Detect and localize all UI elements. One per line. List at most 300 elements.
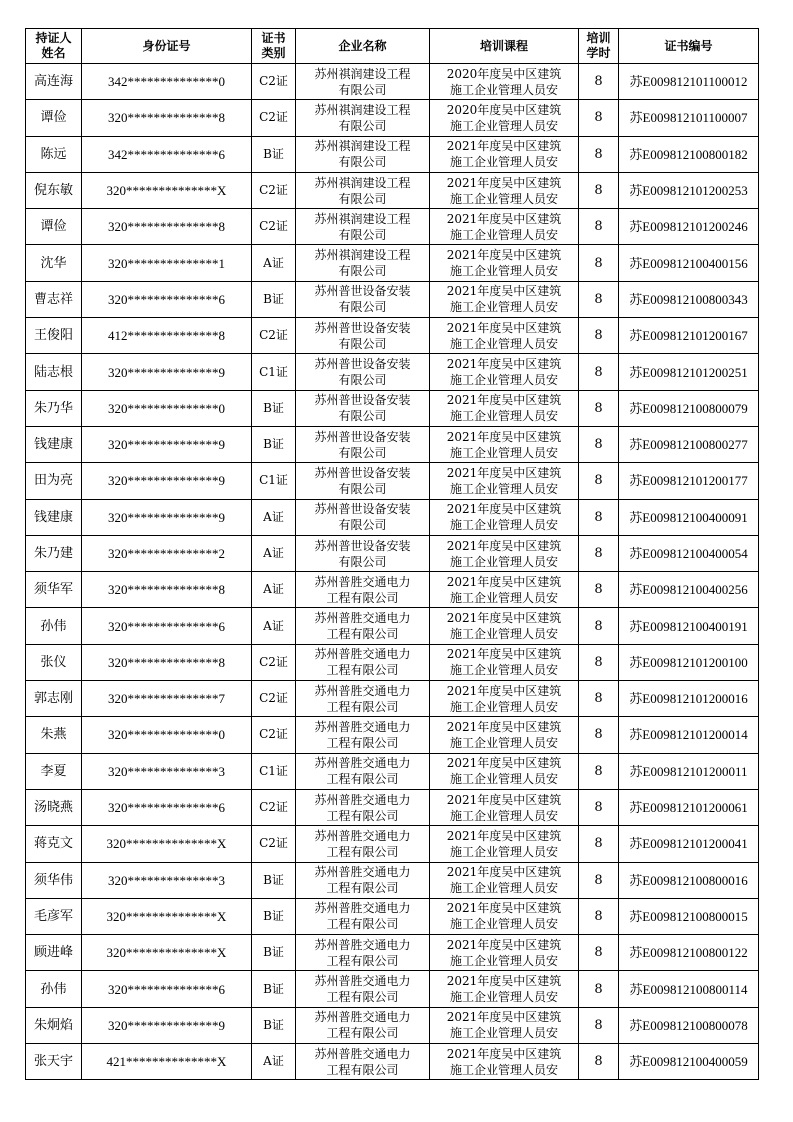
course-line: 施工企业管理人员安 (449, 373, 558, 388)
company-line: 工程有限公司 (326, 917, 399, 932)
training-hours-cell: 8 (579, 136, 619, 172)
course-line: 2021年度吴中区建筑 (446, 502, 562, 517)
course-line: 2021年度吴中区建筑 (446, 139, 562, 154)
company-cell (296, 789, 430, 825)
training-hours-cell: 8 (579, 971, 619, 1007)
cert-type-cell: A证 (252, 535, 296, 571)
id-number-cell: 320**************0 (82, 390, 252, 426)
id-number-cell: 412**************8 (82, 318, 252, 354)
training-hours-cell: 8 (579, 64, 619, 100)
cert-number-cell: 苏E009812101100007 (619, 100, 759, 136)
course-cell (430, 826, 579, 862)
table-row (26, 245, 759, 281)
training-hours-cell: 8 (579, 209, 619, 245)
table-row (26, 681, 759, 717)
cert-number-cell: 苏E009812100400256 (619, 572, 759, 608)
cert-number-cell: 苏E009812100400091 (619, 499, 759, 535)
cert-type-cell: C2证 (252, 681, 296, 717)
header-cert-type-line2: 类别 (261, 46, 286, 60)
company-line: 有限公司 (338, 554, 387, 569)
id-number-cell: 320**************X (82, 172, 252, 208)
cert-number-cell: 苏E009812101200014 (619, 717, 759, 753)
company-line: 工程有限公司 (326, 772, 399, 787)
course-cell (430, 499, 579, 535)
header-course: 培训课程 (430, 29, 579, 64)
company-line: 工程有限公司 (326, 1026, 399, 1041)
course-cell (430, 535, 579, 571)
table-row (26, 1007, 759, 1043)
company-line: 苏州祺润建设工程 (314, 102, 411, 117)
holder-name-cell: 王俊阳 (26, 318, 82, 354)
company-line: 苏州普胜交通电力 (314, 683, 411, 698)
company-line: 苏州普胜交通电力 (314, 901, 411, 916)
company-line: 工程有限公司 (326, 627, 399, 642)
company-cell (296, 245, 430, 281)
table-row (26, 100, 759, 136)
company-cell (296, 281, 430, 317)
table-row (26, 64, 759, 100)
cert-type-cell: B证 (252, 935, 296, 971)
table-row (26, 608, 759, 644)
holder-name-cell: 汤晓燕 (26, 789, 82, 825)
company-line: 苏州普世设备安装 (314, 357, 411, 372)
company-cell (296, 608, 430, 644)
holder-name-cell: 高连海 (26, 64, 82, 100)
course-line: 施工企业管理人员安 (449, 300, 558, 315)
company-line: 工程有限公司 (326, 735, 399, 750)
course-line: 施工企业管理人员安 (449, 990, 558, 1005)
course-line: 施工企业管理人员安 (449, 155, 558, 170)
training-hours-cell: 8 (579, 826, 619, 862)
cert-type-cell: A证 (252, 1044, 296, 1080)
holder-name-cell: 须华军 (26, 572, 82, 608)
table-row (26, 862, 759, 898)
company-cell (296, 64, 430, 100)
training-hours-cell: 8 (579, 1007, 619, 1043)
table-row (26, 426, 759, 462)
course-line: 2021年度吴中区建筑 (446, 683, 562, 698)
course-line: 2021年度吴中区建筑 (446, 719, 562, 734)
cert-type-cell: A证 (252, 608, 296, 644)
company-line: 苏州普世设备安装 (314, 429, 411, 444)
course-line: 2021年度吴中区建筑 (446, 611, 562, 626)
cert-type-cell: C1证 (252, 354, 296, 390)
company-cell (296, 935, 430, 971)
cert-number-cell: 苏E009812100800277 (619, 426, 759, 462)
course-line: 2021年度吴中区建筑 (446, 1046, 562, 1061)
company-line: 苏州普胜交通电力 (314, 756, 411, 771)
id-number-cell: 342**************0 (82, 64, 252, 100)
company-line: 有限公司 (338, 155, 387, 170)
cert-number-cell: 苏E009812100800114 (619, 971, 759, 1007)
id-number-cell: 320**************6 (82, 608, 252, 644)
table-row (26, 826, 759, 862)
id-number-cell: 320**************8 (82, 100, 252, 136)
company-cell (296, 572, 430, 608)
cert-type-cell: A证 (252, 245, 296, 281)
company-line: 有限公司 (338, 82, 387, 97)
id-number-cell: 320**************3 (82, 862, 252, 898)
company-line: 苏州祺润建设工程 (314, 66, 411, 81)
cert-type-cell: C2证 (252, 172, 296, 208)
company-line: 苏州普胜交通电力 (314, 574, 411, 589)
cert-number-cell: 苏E009812100800182 (619, 136, 759, 172)
table-row (26, 499, 759, 535)
company-line: 有限公司 (338, 227, 387, 242)
course-cell (430, 717, 579, 753)
course-line: 2021年度吴中区建筑 (446, 974, 562, 989)
course-line: 施工企业管理人员安 (449, 336, 558, 351)
course-line: 施工企业管理人员安 (449, 1026, 558, 1041)
holder-name-cell: 张天宇 (26, 1044, 82, 1080)
id-number-cell: 320**************9 (82, 354, 252, 390)
holder-name-cell: 朱燕 (26, 717, 82, 753)
company-cell (296, 354, 430, 390)
course-line: 2020年度吴中区建筑 (446, 66, 562, 81)
course-line: 施工企业管理人员安 (449, 1062, 558, 1077)
cert-type-cell: B证 (252, 390, 296, 426)
id-number-cell: 342**************6 (82, 136, 252, 172)
company-line: 苏州普胜交通电力 (314, 937, 411, 952)
company-line: 工程有限公司 (326, 881, 399, 896)
company-line: 苏州普世设备安装 (314, 502, 411, 517)
cert-type-cell: C2证 (252, 209, 296, 245)
header-holder-name-line2: 姓名 (41, 46, 66, 60)
training-hours-cell: 8 (579, 644, 619, 680)
cert-type-cell: C1证 (252, 753, 296, 789)
cert-type-cell: B证 (252, 136, 296, 172)
cert-type-cell: A证 (252, 499, 296, 535)
table-row (26, 318, 759, 354)
company-cell (296, 390, 430, 426)
cert-number-cell: 苏E009812100400191 (619, 608, 759, 644)
cert-type-cell: C2证 (252, 789, 296, 825)
company-cell (296, 209, 430, 245)
course-line: 2021年度吴中区建筑 (446, 756, 562, 771)
training-hours-cell: 8 (579, 608, 619, 644)
cert-number-cell: 苏E009812100400059 (619, 1044, 759, 1080)
company-cell (296, 136, 430, 172)
holder-name-cell: 曹志祥 (26, 281, 82, 317)
company-cell (296, 1007, 430, 1043)
course-cell (430, 1007, 579, 1043)
course-line: 2021年度吴中区建筑 (446, 538, 562, 553)
course-cell (430, 245, 579, 281)
header-holder-name-line1: 持证人 (35, 31, 72, 45)
course-line: 施工企业管理人员安 (449, 118, 558, 133)
id-number-cell: 320**************1 (82, 245, 252, 281)
company-line: 苏州普胜交通电力 (314, 1046, 411, 1061)
course-line: 2021年度吴中区建筑 (446, 175, 562, 190)
company-line: 苏州普世设备安装 (314, 538, 411, 553)
cert-type-cell: B证 (252, 281, 296, 317)
table-row (26, 354, 759, 390)
company-line: 工程有限公司 (326, 663, 399, 678)
company-cell (296, 826, 430, 862)
company-line: 工程有限公司 (326, 699, 399, 714)
id-number-cell: 320**************6 (82, 789, 252, 825)
company-line: 有限公司 (338, 336, 387, 351)
cert-number-cell: 苏E009812100800078 (619, 1007, 759, 1043)
course-line: 施工企业管理人员安 (449, 844, 558, 859)
header-hours-line2: 学时 (586, 46, 611, 60)
company-line: 苏州祺润建设工程 (314, 175, 411, 190)
course-cell (430, 426, 579, 462)
company-cell (296, 753, 430, 789)
holder-name-cell: 谭俭 (26, 209, 82, 245)
course-line: 2021年度吴中区建筑 (446, 574, 562, 589)
cert-number-cell: 苏E009812100800015 (619, 898, 759, 934)
table-row (26, 1044, 759, 1080)
training-hours-cell: 8 (579, 935, 619, 971)
table-row (26, 463, 759, 499)
company-line: 工程有限公司 (326, 953, 399, 968)
holder-name-cell: 朱乃华 (26, 390, 82, 426)
company-cell (296, 971, 430, 1007)
cert-number-cell: 苏E009812101100012 (619, 64, 759, 100)
training-hours-cell: 8 (579, 463, 619, 499)
cert-number-cell: 苏E009812101200251 (619, 354, 759, 390)
company-line: 苏州普胜交通电力 (314, 647, 411, 662)
cert-type-cell: B证 (252, 898, 296, 934)
cert-type-cell: C2证 (252, 64, 296, 100)
cert-type-cell: C2证 (252, 717, 296, 753)
course-line: 施工企业管理人员安 (449, 699, 558, 714)
training-hours-cell: 8 (579, 572, 619, 608)
course-line: 2021年度吴中区建筑 (446, 865, 562, 880)
company-line: 有限公司 (338, 373, 387, 388)
company-line: 苏州普世设备安装 (314, 284, 411, 299)
header-hours-line1: 培训 (586, 31, 611, 45)
id-number-cell: 320**************9 (82, 499, 252, 535)
training-hours-cell: 8 (579, 753, 619, 789)
training-hours-cell: 8 (579, 100, 619, 136)
id-number-cell: 320**************X (82, 898, 252, 934)
id-number-cell: 320**************8 (82, 644, 252, 680)
company-line: 苏州普胜交通电力 (314, 828, 411, 843)
cert-type-cell: A证 (252, 572, 296, 608)
course-line: 2021年度吴中区建筑 (446, 1010, 562, 1025)
course-cell (430, 971, 579, 1007)
company-cell (296, 862, 430, 898)
table-row (26, 281, 759, 317)
holder-name-cell: 陈远 (26, 136, 82, 172)
holder-name-cell: 李夏 (26, 753, 82, 789)
course-line: 施工企业管理人员安 (449, 881, 558, 896)
table-row (26, 390, 759, 426)
certificate-list-sheet (25, 28, 758, 1080)
table-row (26, 572, 759, 608)
header-row (26, 29, 759, 64)
id-number-cell: 421**************X (82, 1044, 252, 1080)
course-line: 2020年度吴中区建筑 (446, 102, 562, 117)
holder-name-cell: 倪东敏 (26, 172, 82, 208)
company-cell (296, 717, 430, 753)
table-row (26, 172, 759, 208)
training-hours-cell: 8 (579, 535, 619, 571)
table-row (26, 935, 759, 971)
id-number-cell: 320**************2 (82, 535, 252, 571)
table-row (26, 898, 759, 934)
course-cell (430, 209, 579, 245)
cert-type-cell: C2证 (252, 318, 296, 354)
header-cert-type (252, 29, 296, 64)
company-line: 苏州祺润建设工程 (314, 248, 411, 263)
cert-number-cell: 苏E009812101200011 (619, 753, 759, 789)
holder-name-cell: 钱建康 (26, 426, 82, 462)
id-number-cell: 320**************X (82, 826, 252, 862)
cert-type-cell: C2证 (252, 826, 296, 862)
course-line: 施工企业管理人员安 (449, 590, 558, 605)
company-line: 苏州祺润建设工程 (314, 139, 411, 154)
id-number-cell: 320**************X (82, 935, 252, 971)
company-line: 有限公司 (338, 191, 387, 206)
course-line: 2021年度吴中区建筑 (446, 901, 562, 916)
course-line: 2021年度吴中区建筑 (446, 792, 562, 807)
course-line: 2021年度吴中区建筑 (446, 248, 562, 263)
course-line: 施工企业管理人员安 (449, 264, 558, 279)
id-number-cell: 320**************8 (82, 572, 252, 608)
cert-type-cell: B证 (252, 971, 296, 1007)
course-cell (430, 789, 579, 825)
course-line: 2021年度吴中区建筑 (446, 284, 562, 299)
company-line: 苏州普世设备安装 (314, 393, 411, 408)
course-cell (430, 354, 579, 390)
course-line: 2021年度吴中区建筑 (446, 429, 562, 444)
company-line: 工程有限公司 (326, 990, 399, 1005)
course-line: 2021年度吴中区建筑 (446, 937, 562, 952)
cert-number-cell: 苏E009812100800079 (619, 390, 759, 426)
company-line: 苏州普胜交通电力 (314, 611, 411, 626)
training-hours-cell: 8 (579, 898, 619, 934)
course-cell (430, 64, 579, 100)
cert-number-cell: 苏E009812101200100 (619, 644, 759, 680)
course-cell (430, 463, 579, 499)
course-line: 施工企业管理人员安 (449, 191, 558, 206)
training-hours-cell: 8 (579, 426, 619, 462)
company-line: 工程有限公司 (326, 590, 399, 605)
id-number-cell: 320**************9 (82, 426, 252, 462)
table-row (26, 971, 759, 1007)
holder-name-cell: 朱乃建 (26, 535, 82, 571)
course-cell (430, 136, 579, 172)
company-line: 工程有限公司 (326, 1062, 399, 1077)
training-hours-cell: 8 (579, 318, 619, 354)
course-line: 施工企业管理人员安 (449, 627, 558, 642)
company-line: 苏州普胜交通电力 (314, 865, 411, 880)
holder-name-cell: 郭志刚 (26, 681, 82, 717)
holder-name-cell: 谭俭 (26, 100, 82, 136)
company-line: 苏州普胜交通电力 (314, 1010, 411, 1025)
holder-name-cell: 张仪 (26, 644, 82, 680)
course-line: 施工企业管理人员安 (449, 917, 558, 932)
company-line: 有限公司 (338, 445, 387, 460)
holder-name-cell: 孙伟 (26, 971, 82, 1007)
cert-number-cell: 苏E009812100800016 (619, 862, 759, 898)
course-cell (430, 572, 579, 608)
course-line: 施工企业管理人员安 (449, 663, 558, 678)
header-cert-type-line1: 证书 (261, 31, 286, 45)
company-line: 有限公司 (338, 518, 387, 533)
course-line: 施工企业管理人员安 (449, 409, 558, 424)
course-line: 2021年度吴中区建筑 (446, 211, 562, 226)
company-line: 苏州普胜交通电力 (314, 792, 411, 807)
course-cell (430, 318, 579, 354)
header-id-number: 身份证号 (82, 29, 252, 64)
course-cell (430, 390, 579, 426)
course-cell (430, 100, 579, 136)
training-hours-cell: 8 (579, 717, 619, 753)
course-cell (430, 172, 579, 208)
course-line: 施工企业管理人员安 (449, 808, 558, 823)
company-cell (296, 172, 430, 208)
holder-name-cell: 钱建康 (26, 499, 82, 535)
cert-number-cell: 苏E009812100800343 (619, 281, 759, 317)
id-number-cell: 320**************7 (82, 681, 252, 717)
company-cell (296, 1044, 430, 1080)
course-line: 施工企业管理人员安 (449, 953, 558, 968)
course-line: 施工企业管理人员安 (449, 735, 558, 750)
cert-type-cell: C2证 (252, 644, 296, 680)
company-cell (296, 644, 430, 680)
training-hours-cell: 8 (579, 172, 619, 208)
course-line: 施工企业管理人员安 (449, 481, 558, 496)
course-cell (430, 1044, 579, 1080)
training-hours-cell: 8 (579, 390, 619, 426)
company-line: 有限公司 (338, 409, 387, 424)
training-hours-cell: 8 (579, 499, 619, 535)
company-line: 有限公司 (338, 481, 387, 496)
course-cell (430, 862, 579, 898)
company-line: 苏州普世设备安装 (314, 465, 411, 480)
course-line: 2021年度吴中区建筑 (446, 647, 562, 662)
table-row (26, 209, 759, 245)
company-line: 有限公司 (338, 264, 387, 279)
cert-number-cell: 苏E009812100400156 (619, 245, 759, 281)
table-row (26, 717, 759, 753)
id-number-cell: 320**************9 (82, 1007, 252, 1043)
holder-name-cell: 顾进峰 (26, 935, 82, 971)
training-hours-cell: 8 (579, 354, 619, 390)
company-cell (296, 535, 430, 571)
company-line: 工程有限公司 (326, 808, 399, 823)
training-hours-cell: 8 (579, 245, 619, 281)
cert-number-cell: 苏E009812101200016 (619, 681, 759, 717)
id-number-cell: 320**************8 (82, 209, 252, 245)
cert-type-cell: C1证 (252, 463, 296, 499)
course-line: 施工企业管理人员安 (449, 227, 558, 242)
course-line: 施工企业管理人员安 (449, 554, 558, 569)
header-hours (579, 29, 619, 64)
cert-number-cell: 苏E009812101200253 (619, 172, 759, 208)
holder-name-cell: 朱炯焰 (26, 1007, 82, 1043)
company-cell (296, 463, 430, 499)
course-cell (430, 681, 579, 717)
course-line: 施工企业管理人员安 (449, 445, 558, 460)
training-hours-cell: 8 (579, 862, 619, 898)
cert-number-cell: 苏E009812100800122 (619, 935, 759, 971)
course-line: 2021年度吴中区建筑 (446, 320, 562, 335)
header-company: 企业名称 (296, 29, 430, 64)
course-cell (430, 753, 579, 789)
course-line: 施工企业管理人员安 (449, 772, 558, 787)
course-line: 施工企业管理人员安 (449, 82, 558, 97)
table-row (26, 136, 759, 172)
company-line: 有限公司 (338, 300, 387, 315)
training-hours-cell: 8 (579, 789, 619, 825)
certificate-table (25, 28, 759, 1080)
holder-name-cell: 须华伟 (26, 862, 82, 898)
